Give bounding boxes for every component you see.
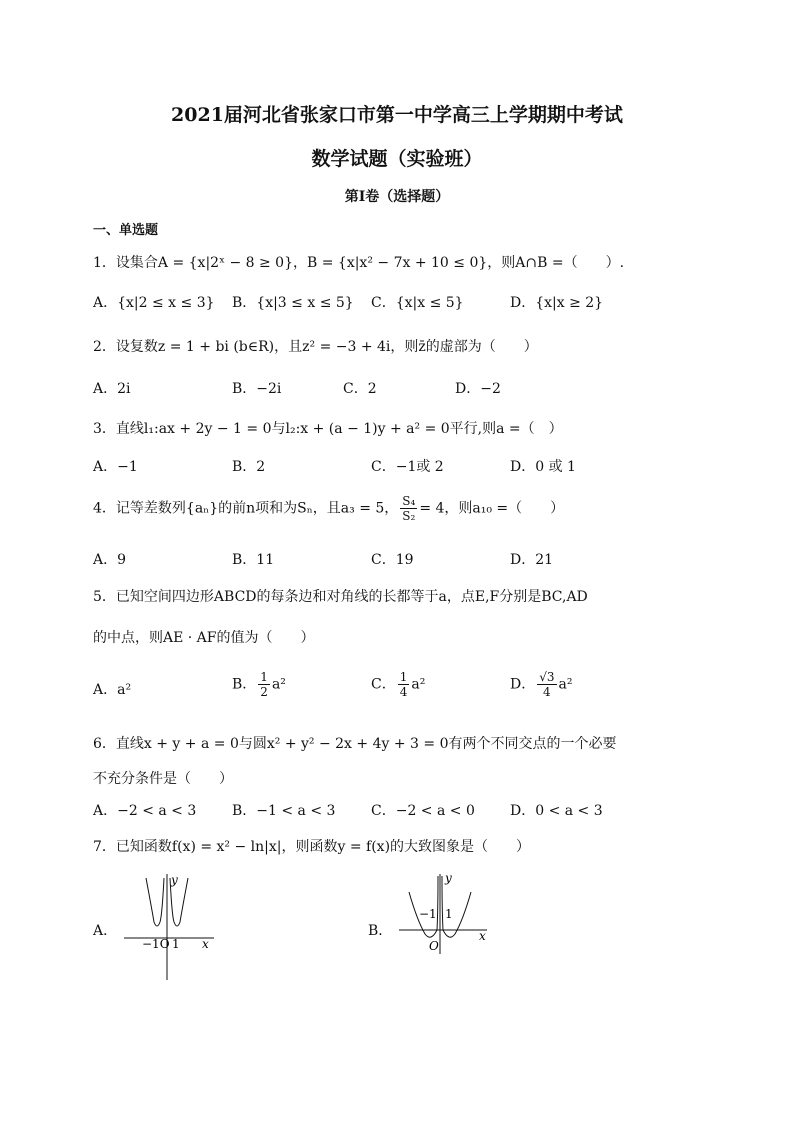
- question-4-option-c[interactable]: C．19: [371, 552, 414, 568]
- question-3-option-d[interactable]: D．0 或 1: [510, 459, 576, 475]
- question-5-option-c-numerator: 1: [399, 670, 408, 684]
- question-7-option-a-label[interactable]: A．: [93, 923, 118, 939]
- question-5-option-a[interactable]: A．a²: [93, 682, 132, 698]
- question-1-stem: 1．设集合A = {x|2ˣ − 8 ≥ 0}，B = {x|x² − 7x + 10 ≤ 0}，则A∩B =（ ）.: [93, 255, 625, 271]
- question-5-option-d[interactable]: [510, 670, 572, 699]
- question-6-option-a[interactable]: A．−2 < a < 3: [93, 803, 197, 819]
- graph-a-left-branch: [146, 878, 164, 926]
- graph-a-y-label: y: [171, 873, 178, 887]
- question-5-option-c[interactable]: [371, 670, 425, 699]
- question-4-fraction-numerator: S₄: [402, 494, 416, 508]
- exam-subtitle: 数学试题（实验班）: [311, 148, 483, 170]
- question-1-option-c[interactable]: C．{x|x ≤ 5}: [371, 295, 464, 311]
- question-5-option-b[interactable]: [232, 670, 286, 699]
- question-5-option-b-tail: a²: [271, 676, 286, 693]
- section-heading: 一、单选题: [93, 223, 159, 238]
- volume-heading: 第Ⅰ卷（选择题）: [344, 189, 450, 205]
- graph-a-tick-one: 1: [172, 937, 180, 951]
- question-5-stem-line-1: 5．已知空间四边形ABCD的每条边和对角线的长都等于a，点E,F分别是BC,AD: [93, 589, 588, 605]
- question-1-option-d[interactable]: D．{x|x ≥ 2}: [510, 295, 604, 311]
- question-2-option-d[interactable]: D．−2: [455, 381, 501, 397]
- graph-b-y-label: y: [445, 871, 452, 885]
- question-3-option-a[interactable]: A．−1: [93, 459, 138, 475]
- question-6-option-c[interactable]: C．−2 < a < 0: [371, 803, 475, 819]
- question-5-option-d-denominator: 4: [543, 685, 551, 699]
- question-7-graph-a[interactable]: [120, 870, 220, 982]
- graph-a-x-label: x: [202, 937, 209, 951]
- question-2-option-c[interactable]: C．2: [343, 381, 377, 397]
- question-2-option-a[interactable]: A．2i: [93, 381, 131, 397]
- question-7-option-b-label[interactable]: B．: [368, 923, 393, 939]
- question-5-option-d-tail: a²: [558, 676, 573, 693]
- question-4-stem: [93, 494, 564, 523]
- question-4-stem-part-2: = 4，则a₁₀ =（ ）: [419, 500, 565, 517]
- graph-a-tick-minus-one-origin: −1O: [142, 937, 170, 951]
- question-7-graph-b[interactable]: [395, 870, 505, 960]
- question-7-stem: 7．已知函数f(x) = x² − ln|x|，则函数y = f(x)的大致图象是（ ）: [93, 839, 531, 855]
- graph-b-origin: O: [429, 939, 439, 953]
- question-5-option-c-denominator: 4: [399, 685, 408, 699]
- question-5-option-c-fraction: [398, 670, 410, 699]
- question-6-option-d[interactable]: D．0 < a < 3: [510, 803, 603, 819]
- question-1-option-a[interactable]: A．{x|2 ≤ x ≤ 3}: [93, 295, 215, 311]
- question-4-fraction: [400, 494, 417, 523]
- question-6-stem-line-1: 6．直线x + y + a = 0与圆x² + y² − 2x + 4y + 3 = 0有两个不同交点的一个必要: [93, 736, 617, 752]
- question-3-stem: 3．直线l₁:ax + 2y − 1 = 0与l₂:x + (a − 1)y + a² = 0平行,则a =（ ）: [93, 421, 563, 437]
- question-6-option-b[interactable]: B．−1 < a < 3: [232, 803, 336, 819]
- question-2-stem: 2．设复数z = 1 + bi (b∈R)，且z² = −3 + 4i，则z̄的虚部为（ ）: [93, 339, 538, 355]
- question-2-option-b[interactable]: B．−2i: [232, 381, 282, 397]
- question-4-fraction-denominator: S₂: [402, 509, 416, 523]
- question-5-option-d-numerator: √3: [539, 670, 555, 684]
- question-5-option-b-numerator: 1: [260, 670, 268, 684]
- question-3-option-b[interactable]: B．2: [232, 459, 266, 475]
- question-5-option-b-fraction: [258, 670, 270, 699]
- question-5-option-c-letter: C．: [371, 676, 396, 693]
- graph-b-tick-minus-one: −1: [419, 907, 437, 921]
- question-3-option-c[interactable]: C．−1或 2: [371, 459, 444, 475]
- graph-b-tick-one: 1: [445, 907, 453, 921]
- graph-b-x-label: x: [479, 929, 486, 943]
- question-4-stem-part-1: 4．记等差数列{aₙ}的前n项和为Sₙ，且a₃ = 5，: [93, 500, 399, 517]
- question-5-option-b-letter: B．: [232, 676, 257, 693]
- question-4-option-d[interactable]: D．21: [510, 552, 554, 568]
- question-5-option-c-tail: a²: [411, 676, 426, 693]
- question-5-option-d-fraction: [537, 670, 556, 699]
- question-4-option-a[interactable]: A．9: [93, 552, 127, 568]
- exam-title: 2021届河北省张家口市第一中学高三上学期期中考试: [171, 104, 623, 126]
- question-4-option-b[interactable]: B．11: [232, 552, 275, 568]
- question-5-option-d-letter: D．: [510, 676, 536, 693]
- question-5-option-b-denominator: 2: [260, 685, 268, 699]
- question-6-stem-line-2: 不充分条件是（ ）: [93, 771, 233, 787]
- question-1-option-b[interactable]: B．{x|3 ≤ x ≤ 5}: [232, 295, 354, 311]
- question-5-stem-line-2: 的中点，则AE · AF的值为（ ）: [93, 630, 315, 646]
